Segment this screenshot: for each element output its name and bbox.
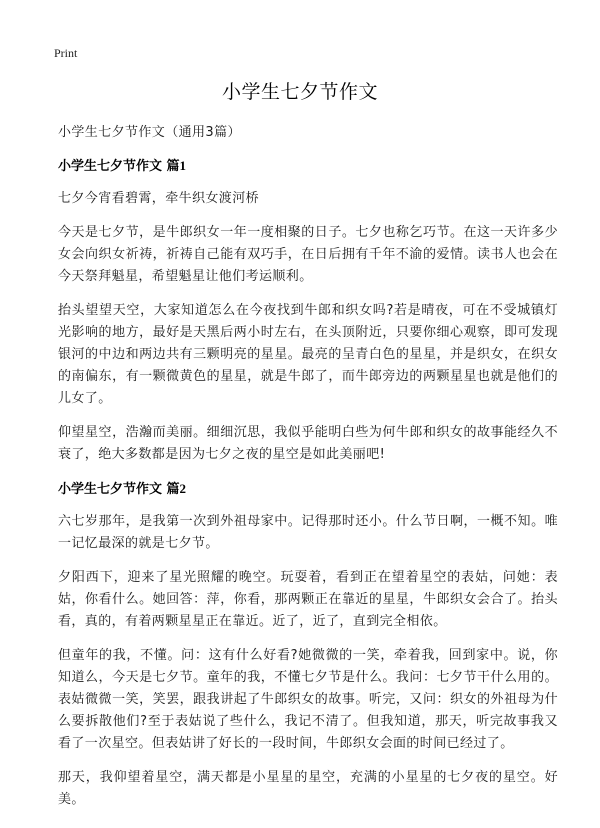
print-label[interactable]: Print [54,46,78,60]
section-heading-text: 小学生七夕节作文 [58,159,163,174]
section-number: 篇1 [166,158,187,173]
section-heading-text: 小学生七夕节作文 [58,482,163,497]
paragraph: 七夕今宵看碧霄，牵牛织女渡河桥 [58,191,260,206]
article-body [58,122,558,823]
paragraph: 抬头望望天空，大家知道怎么在今夜找到牛郎和织女吗?若是晴夜，可在不受城镇灯光影响的地方，最好是天黑后两小时左右，在头顶附近，只要你细心观察，即可发现银河的中边和两边共有三颗明亮的星星。最亮的呈青白色的星星，并是织女，在织女的南偏东，有一颗微黄色的星星，就是牛郎了，而牛郎旁边的两颗星星也就是他们的儿女了。 [58,303,558,406]
paragraph: 那天，我仰望着星空，满天都是小星星的星空，充满的小星星的七夕夜的星空。好美。 [58,770,558,807]
paragraph: 但童年的我，不懂。问：这有什么好看?她微微的一笑，牵着我，回到家中。说，你知道么，今天是七夕节。童年的我，不懂七夕节是什么。我问：七夕节干什么用的。表姑微微一笑，笑罢，跟我讲起了牛郎织女的故事。听完，又问：织女的外祖母为什么要拆散他们?至于表姑说了些什么，我记不清了。但我知道，那天，听完故事我又看了一次星空。但表姑讲了好长的一段时间，牛郎织女会面的时间已经过了。 [58,648,558,751]
section-1 [58,155,558,466]
paragraph: 夕阳西下，迎来了星光照耀的晚空。玩耍着，看到正在望着星空的表姑，问她：表姑，你看什么。她回答：萍，你看，那两颗正在靠近的星星，牛郎织女会合了。抬头看，真的，有着两颗星星正在靠近。近了，近了，直到完全相依。 [58,570,558,629]
section-2 [58,478,558,811]
section-heading [58,478,558,501]
section-heading [58,155,558,178]
page-title: 小学生七夕节作文 [221,81,378,103]
article-subtitle: 小学生七夕节作文（通用3篇） [58,125,241,140]
paragraph: 六七岁那年，是我第一次到外祖母家中。记得那时还小。什么节日啊，一概不知。唯一记忆最深的就是七夕节。 [58,514,558,551]
paragraph: 今天是七夕节，是牛郎织女一年一度相聚的日子。七夕也称乞巧节。在这一天许多少女会向织女祈祷，祈祷自己能有双巧手，在日后拥有千年不渝的爱情。读书人也会在今天祭拜魁星，希望魁星让他们考运顺利。 [58,225,558,284]
paragraph: 仰望星空，浩瀚而美丽。细细沉思，我似乎能明白些为何牛郎和织女的故事能经久不衰了，绝大多数都是因为七夕之夜的星空是如此美丽吧! [58,425,558,462]
section-number: 篇2 [166,481,187,496]
